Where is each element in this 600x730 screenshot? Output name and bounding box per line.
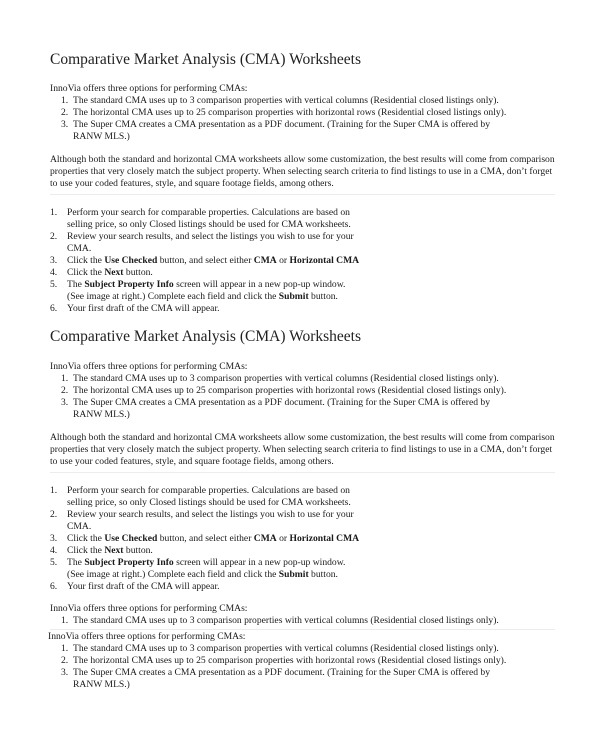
step-item: 3. Click the Use Checked button, and select either CMA or Horizontal CMA xyxy=(50,255,360,266)
divider xyxy=(50,629,555,630)
cma-options-list xyxy=(0,615,600,627)
paragraph: Although both the standard and horizontal CMA worksheets allow some customization, the best results will come from comparison properties that very closely match the subject property. When selecting search criteria to find listings to use in a CMA, don’t forget to use your coded features, style, and square footage fields, among others. xyxy=(50,432,555,467)
cma-options-list xyxy=(0,643,600,691)
step-item: 1. Perform your search for comparable properties. Calculations are based on selling price, so only Closed listings should be used for CMA worksheets. xyxy=(50,207,351,230)
section-title: Comparative Market Analysis (CMA) Worksheets xyxy=(50,51,361,68)
list-item: 1. The standard CMA uses up to 3 comparison properties with vertical columns (Residential closed listings only). xyxy=(61,373,499,384)
step-item: 4. Click the Next button. xyxy=(50,545,153,556)
divider xyxy=(50,194,555,195)
intro-text: InnoVia offers three options for performing CMAs: xyxy=(50,83,248,94)
step-item: 2. Review your search results, and select the listings you wish to use for your CMA. xyxy=(50,509,354,532)
list-item: 1. The standard CMA uses up to 3 comparison properties with vertical columns (Residential closed listings only). xyxy=(61,615,499,626)
step-item: 5. The Subject Property Info screen will appear in a new pop-up window. (See image at right.) Complete each field and click the Submit button. xyxy=(50,279,346,302)
list-item: 1. The standard CMA uses up to 3 comparison properties with vertical columns (Residential closed listings only). xyxy=(61,95,499,106)
step-item: 1. Perform your search for comparable properties. Calculations are based on selling price, so only Closed listings should be used for CMA worksheets. xyxy=(50,485,351,508)
section-title: Comparative Market Analysis (CMA) Worksheets xyxy=(50,328,361,345)
intro-text: InnoVia offers three options for performing CMAs: xyxy=(50,361,248,372)
list-item: 3. The Super CMA creates a CMA presentation as a PDF document. (Training for the Super CMA is offered by RANW MLS.) xyxy=(61,397,490,420)
step-item: 6. Your first draft of the CMA will appear. xyxy=(50,303,220,314)
step-item: 5. The Subject Property Info screen will appear in a new pop-up window. (See image at right.) Complete each field and click the Submit button. xyxy=(50,557,346,580)
list-item: 1. The standard CMA uses up to 3 comparison properties with vertical columns (Residential closed listings only). xyxy=(61,643,499,654)
cma-options-list xyxy=(0,373,600,421)
list-item: 2. The horizontal CMA uses up to 25 comparison properties with horizontal rows (Residential closed listings only). xyxy=(61,655,507,666)
list-item: 2. The horizontal CMA uses up to 25 comparison properties with horizontal rows (Residential closed listings only). xyxy=(61,107,507,118)
intro-text: InnoVia offers three options for performing CMAs: xyxy=(50,603,248,614)
list-item: 3. The Super CMA creates a CMA presentation as a PDF document. (Training for the Super CMA is offered by RANW MLS.) xyxy=(61,119,490,142)
steps-list xyxy=(0,207,600,315)
step-item: 6. Your first draft of the CMA will appear. xyxy=(50,581,220,592)
step-item: 3. Click the Use Checked button, and select either CMA or Horizontal CMA xyxy=(50,533,360,544)
paragraph: Although both the standard and horizontal CMA worksheets allow some customization, the best results will come from comparison properties that very closely match the subject property. When selecting search criteria to find listings to use in a CMA, don’t forget to use your coded features, style, and square footage fields, among others. xyxy=(50,154,555,189)
cma-options-list xyxy=(0,95,600,143)
list-item: 2. The horizontal CMA uses up to 25 comparison properties with horizontal rows (Residential closed listings only). xyxy=(61,385,507,396)
step-item: 4. Click the Next button. xyxy=(50,267,153,278)
step-item: 2. Review your search results, and select the listings you wish to use for your CMA. xyxy=(50,231,354,254)
divider xyxy=(50,472,555,473)
steps-list xyxy=(0,485,600,593)
intro-text: InnoVia offers three options for performing CMAs: xyxy=(48,631,246,642)
list-item: 3. The Super CMA creates a CMA presentation as a PDF document. (Training for the Super CMA is offered by RANW MLS.) xyxy=(61,667,490,690)
